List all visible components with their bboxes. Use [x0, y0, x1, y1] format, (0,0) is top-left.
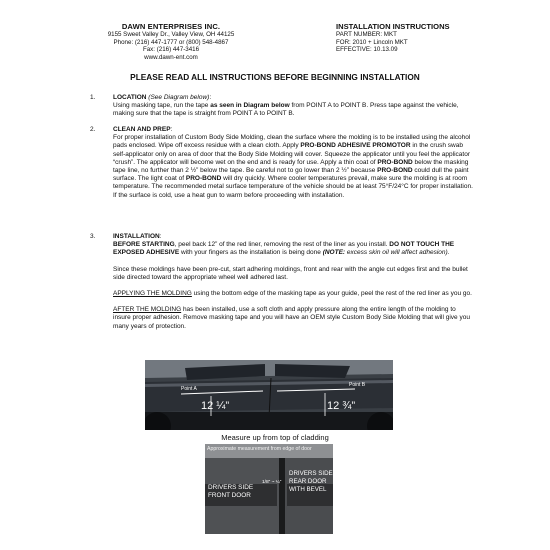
- text-run-italic: excess skin oil will affect adhesion).: [345, 249, 450, 257]
- company-phone: Phone: (216) 447-1777 or (800) 548-4867: [113, 38, 229, 46]
- text-run-bold: BEFORE STARTING: [113, 241, 175, 249]
- rear-door-label-line: DRIVERS SIDE: [289, 470, 333, 477]
- section-title-colon: :: [209, 94, 212, 101]
- section-title: LOCATION: [113, 94, 147, 101]
- gap-measurement: 1/8” ~ ¼”: [262, 480, 282, 485]
- text-run-bold: DO NOT TOUCH THE EXPOSED ADHESIVE: [113, 241, 455, 257]
- text-run-bold: PRO-BOND: [377, 158, 413, 166]
- text-run: below the masking tape line, no further than 2 ½” below the tape. Be careful not to go lower than 2 ½” because: [113, 158, 469, 175]
- text-run: has been installed, use a soft cloth and apply pressure along the entire length of the molding to insure proper adhesion. Remove masking tape and you will have an OEM style Custom Body Side Molding that will give you many years of protection.: [113, 306, 470, 330]
- rear-measurement: 12 ¾”: [327, 400, 356, 412]
- company-fax: Fax: (216) 447-3416: [142, 46, 200, 54]
- section-number-clean: 2.: [90, 126, 96, 133]
- document-title: INSTALLATION INSTRUCTIONS: [336, 22, 450, 31]
- effective-date: EFFECTIVE: 10.13.09: [336, 46, 398, 54]
- front-measurement: 12 ¼”: [201, 400, 230, 412]
- section-location: [113, 94, 473, 119]
- door-gap-detail-photo: [205, 444, 333, 534]
- section-title: INSTALLATION: [113, 233, 160, 240]
- text-run: , peel back 12” of the red liner, removing the rest of the liner as you install.: [174, 241, 390, 249]
- rear-door-label-line: WITH BEVEL: [289, 486, 327, 493]
- rear-door-label-line: REAR DOOR: [289, 478, 327, 485]
- point-b-label: Point B: [349, 382, 366, 388]
- section-title: CLEAN AND PREP: [113, 126, 171, 133]
- text-run: will dry quickly. Where cooler temperatures prevail, make sure the molding is at room temperature. The recommended metal surface temperature of the vehicle should be at least 75°F/24°C for proper installation. If the surface is cold, use a heat gun to warm before proceeding with installation.: [113, 175, 473, 199]
- text-run: with your fingers as the installation is being done: [179, 249, 323, 257]
- paragraph: Since these moldings have been pre-cut, start adhering moldings, front and rear with the angle cut edges first and the bullet side directed toward the appropriate wheel well adhered last.: [113, 265, 468, 281]
- section-title-colon: :: [170, 126, 173, 133]
- vehicle-fitment: FOR: 2010 + Lincoln MKT: [336, 38, 408, 46]
- rear-door-label: [289, 470, 333, 494]
- text-run-bold: PRO-BOND: [377, 167, 413, 175]
- page-headline: PLEASE READ ALL INSTRUCTIONS BEFORE BEGINNING INSTALLATION: [130, 72, 420, 82]
- front-door-label: [208, 484, 253, 500]
- company-header: [86, 22, 256, 61]
- text-run-underlined: AFTER THE MOLDING: [113, 306, 182, 314]
- company-website: www.dawn-ent.com: [144, 53, 198, 61]
- document-header: [336, 22, 486, 54]
- text-run-underlined: APPLYING THE MOLDING: [113, 290, 192, 298]
- text-run: could dull the paint surface. The light coat of: [113, 167, 469, 183]
- gap-note: Approximate measurement from edge of door: [207, 446, 312, 452]
- text-run: using the bottom edge of the masking tape as your guide, peel the rest of the red liner as you go.: [191, 290, 472, 298]
- section-clean-and-prep: [113, 126, 473, 200]
- company-address: 9155 Sweet Valley Dr., Valley View, OH 44125: [107, 31, 235, 38]
- front-door-label-line: FRONT DOOR: [208, 492, 251, 499]
- company-name: DAWN ENTERPRISES INC.: [121, 22, 221, 31]
- text-run-bold: PRO-BOND ADHESIVE PROMOTOR: [300, 142, 411, 150]
- text-run: in the crush swab self-applicator only on area of door that the Body Side Molding will cover. Squeeze the applicator until you feel the applicator “crush”. The applicator will become wet on the end and is ready for use. Apply a thin coat of: [113, 142, 470, 166]
- part-number: PART NUMBER: MKT: [336, 31, 397, 38]
- text-run: from POINT A to POINT B. Press tape against the vehicle, making sure that the tape is straight from POINT A to POINT B.: [113, 102, 459, 118]
- front-door-label-line: DRIVERS SIDE: [208, 484, 254, 491]
- vehicle-side-photo: [145, 360, 393, 430]
- vehicle-side-illustration: [145, 360, 393, 430]
- text-run: For proper installation of Custom Body Side Molding, clean the surface where the molding is to be installed using the alcohol pads enclosed. Wipe off excess residue with a clean cloth. Apply: [113, 134, 471, 150]
- text-run-bold: as seen in Diagram below: [210, 102, 290, 110]
- diagram-caption: Measure up from top of cladding: [221, 433, 329, 442]
- point-a-label: Point A: [181, 386, 197, 392]
- section-installation: [113, 233, 473, 331]
- section-number-installation: 3.: [90, 233, 96, 240]
- section-number-location: 1.: [90, 94, 96, 101]
- section-title-note: (See Diagram below): [148, 94, 210, 101]
- text-run: Using masking tape, run the tape: [113, 102, 211, 110]
- text-run-bold: PRO-BOND: [185, 175, 222, 183]
- text-run-bold-italic: (NOTE:: [322, 249, 346, 257]
- section-title-colon: :: [159, 233, 162, 240]
